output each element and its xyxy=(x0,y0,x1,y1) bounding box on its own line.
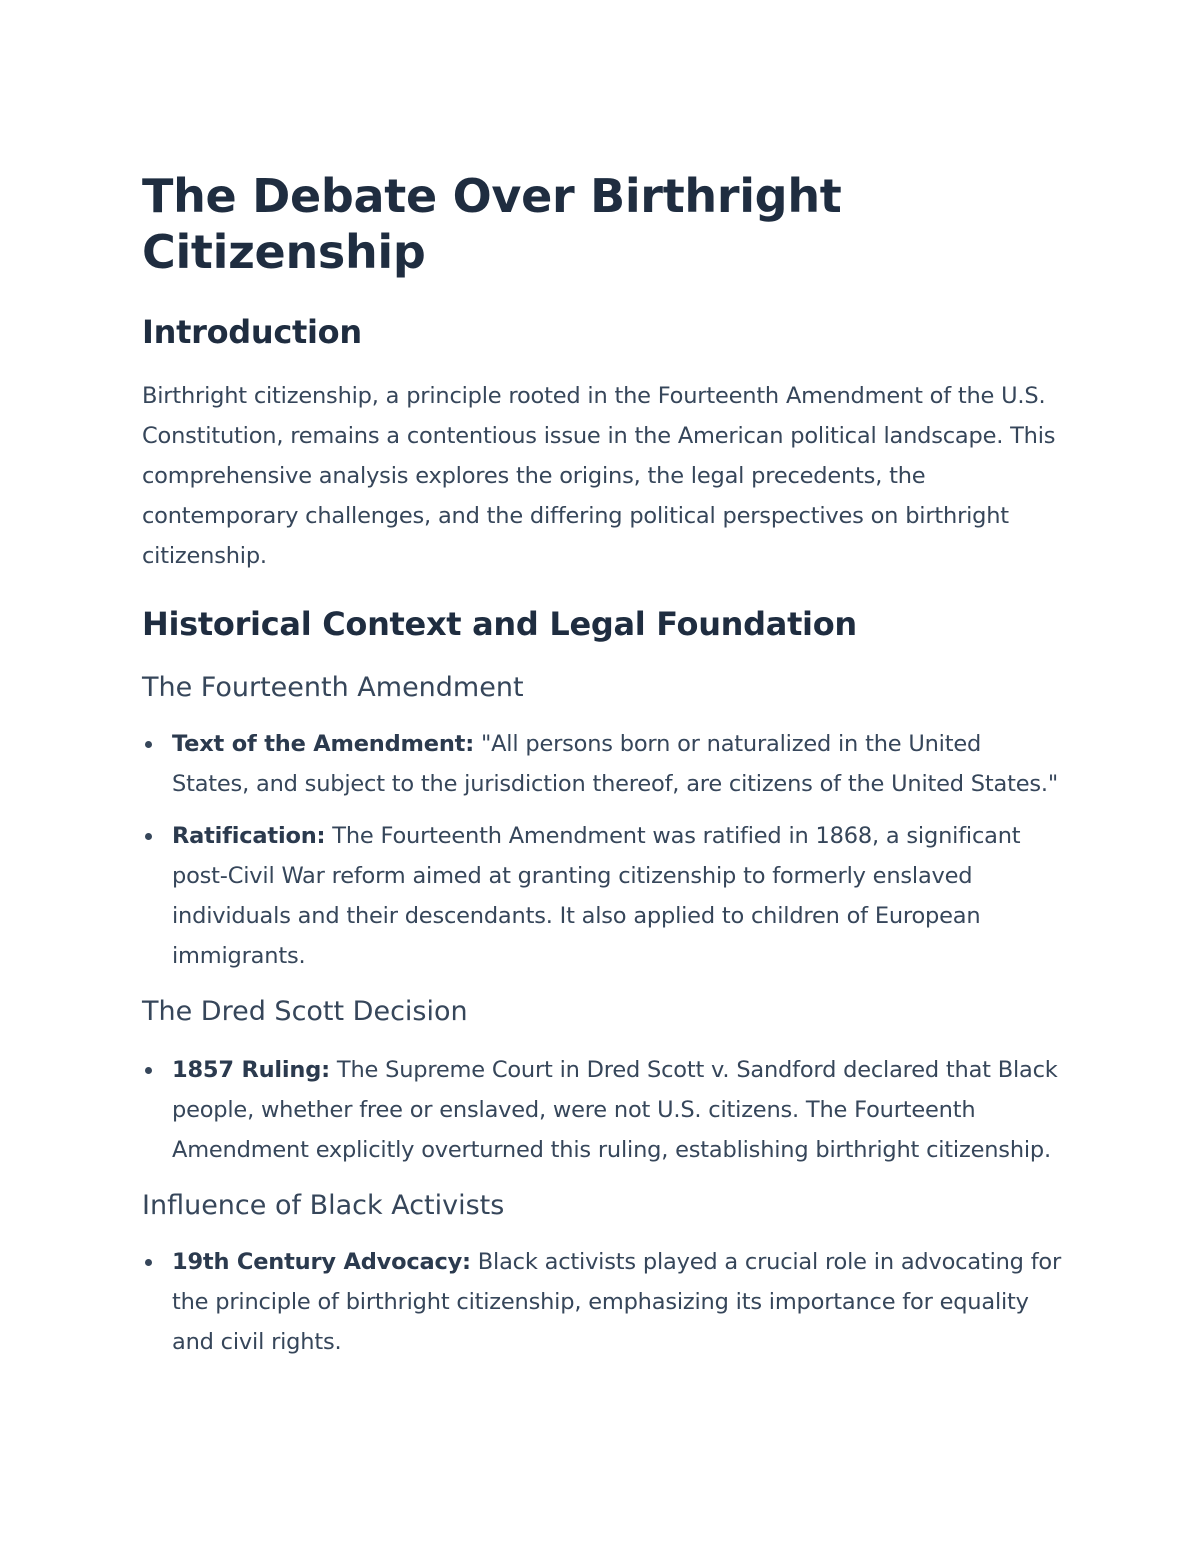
dred-scott-list xyxy=(142,1050,1062,1170)
bullet-icon xyxy=(145,1067,152,1074)
list-item-text: The Fourteenth Amendment was ratified in 1868, a significant post-Civil War reform aimed at granting citizenship to formerly enslaved individuals and their descendants. It also applied to children of European immigrants. xyxy=(172,823,1021,969)
bullet-icon xyxy=(145,741,152,748)
bullet-icon xyxy=(145,1259,152,1266)
list-item-label: Text of the Amendment xyxy=(172,731,466,757)
introduction-paragraph: Birthright citizenship, a principle rooted in the Fourteenth Amendment of the U.S. Constitution, remains a contentious issue in the American political landscape. This comprehensive analysis explores the origins, the legal precedents, the contemporary challenges, and the differing political perspectives on birthright citizenship. xyxy=(142,383,1056,569)
list-item: 1857 Ruling: The Supreme Court in Dred Scott v. Sandford declared that Black people, whether free or enslaved, were not U.S. citizens. The Fourteenth Amendment explicitly overturned this ruling, establishing birthright citizenship. xyxy=(142,1050,1062,1170)
black-activists-list xyxy=(142,1242,1062,1362)
list-item: Text of the Amendment: "All persons born or naturalized in the United States, and subject to the jurisdiction thereof, are citizens of the United States." xyxy=(142,724,1062,804)
list-item-label: Ratification xyxy=(172,823,317,849)
fourteenth-amendment-list xyxy=(142,724,1062,976)
list-item: 19th Century Advocacy: Black activists played a crucial role in advocating for the principle of birthright citizenship, emphasizing its importance for equality and civil rights. xyxy=(142,1242,1062,1362)
list-item-text: "All persons born or naturalized in the United States, and subject to the jurisdiction thereof, are citizens of the United States." xyxy=(172,731,1058,797)
section-heading-introduction: Introduction xyxy=(142,313,362,351)
list-item: Ratification: The Fourteenth Amendment was ratified in 1868, a significant post-Civil War reform aimed at granting citizenship to formerly enslaved individuals and their descendants. It also applied to children of European immigrants. xyxy=(142,816,1062,976)
subsection-heading-black-activists: Influence of Black Activists xyxy=(142,1190,505,1221)
section-heading-historical-context: Historical Context and Legal Foundation xyxy=(142,605,857,643)
subsection-heading-dred-scott: The Dred Scott Decision xyxy=(142,996,468,1027)
bullet-icon xyxy=(145,833,152,840)
list-item-label: 1857 Ruling xyxy=(172,1057,322,1083)
subsection-heading-fourteenth-amendment: The Fourteenth Amendment xyxy=(142,672,524,703)
list-item-text: Black activists played a crucial role in advocating for the principle of birthright citizenship, emphasizing its importance for equality and civil rights. xyxy=(172,1249,1062,1355)
document-page xyxy=(142,168,1062,1362)
document-title: The Debate Over Birthright Citizenship xyxy=(142,169,842,279)
list-item-text: The Supreme Court in Dred Scott v. Sandford declared that Black people, whether free or enslaved, were not U.S. citizens. The Fourteenth Amendment explicitly overturned this ruling, establishing birthright citizenship. xyxy=(172,1057,1058,1163)
list-item-label: 19th Century Advocacy xyxy=(172,1249,463,1275)
